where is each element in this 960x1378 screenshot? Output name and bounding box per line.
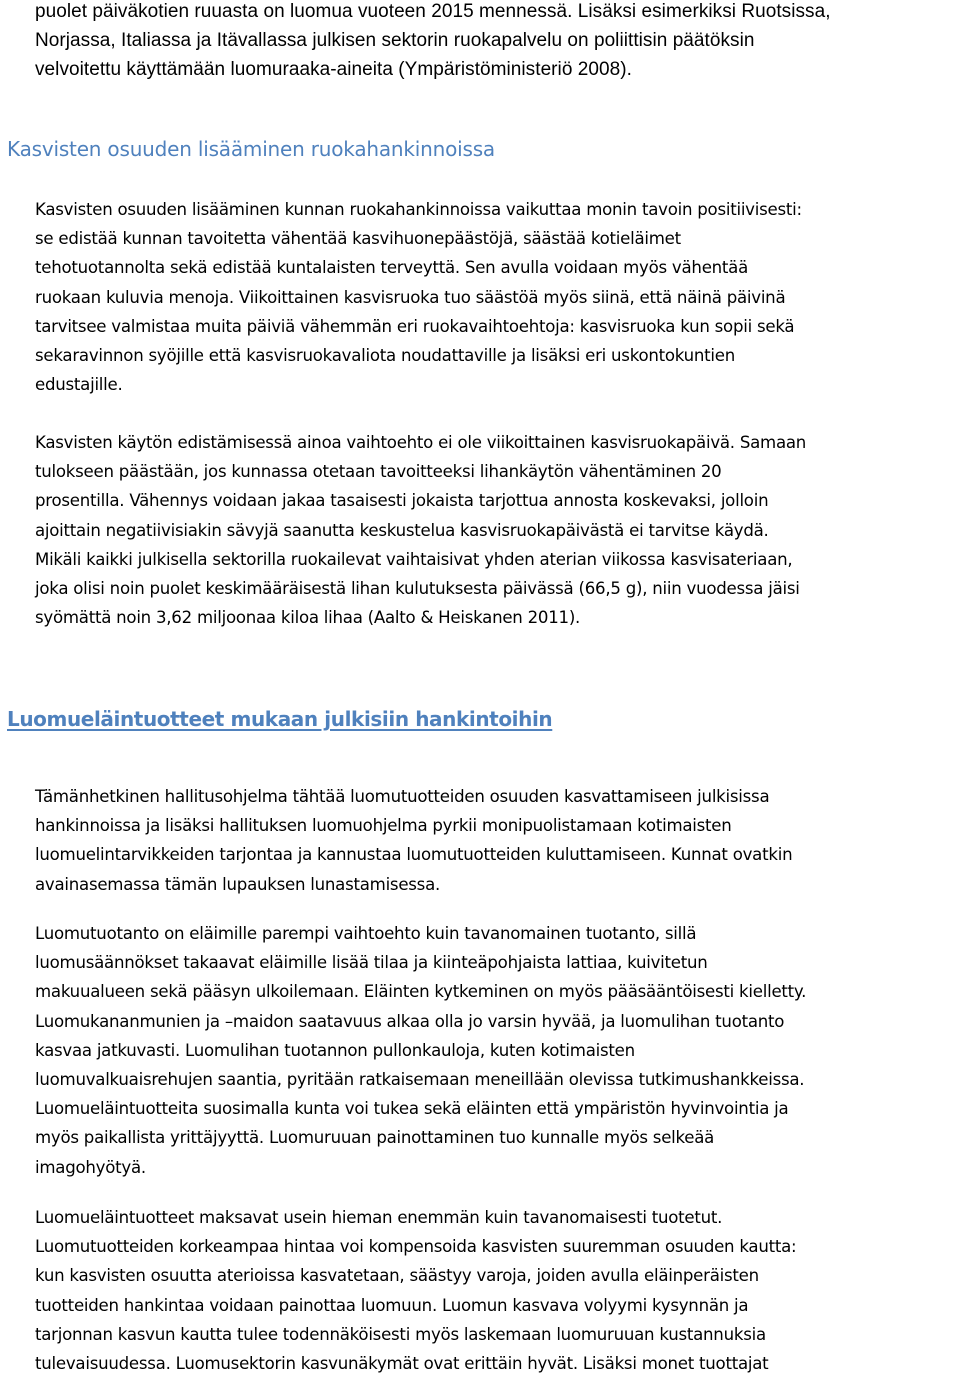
text-line: Luomukananmunien ja –maidon saatavuus alkaa olla jo varsin hyvää, ja luomulihan tuotanto — [35, 1011, 785, 1031]
text-line: Mikäli kaikki julkisella sektorilla ruokailevat vaihtaisivat yhden aterian viikossa kasvisateriaan, — [35, 549, 793, 569]
text-line: ajoittain negatiivisiakin sävyjä saanutta keskustelua kasvisruokapäivästä ei tarvitse käydä. — [35, 520, 769, 540]
text-line: tuotteiden hankintaa voidaan painottaa luomuun. Luomun kasvava volyymi kysynnän ja — [35, 1295, 749, 1315]
text-line: joka olisi noin puolet keskimääräisestä lihan kulutuksesta päivässä (66,5 g), niin vuodessa jäisi — [35, 579, 800, 599]
text-line: Luomutuotanto on eläimille parempi vaihtoehto kuin tavanomainen tuotanto, sillä — [35, 924, 697, 943]
text-line: tarvitsee valmistaa muita päiviä vähemmän eri ruokavaihtoehtoja: kasvisruoka kun sopii sekä — [35, 316, 795, 336]
intro-paragraph — [35, 0, 955, 84]
paragraph — [35, 919, 960, 1182]
text-line: tehotuotannolta sekä edistää kuntalaisten terveyttä. Sen avulla voidaan myös vähentää — [35, 258, 749, 278]
text-line: tulevaisuudessa. Luomusektorin kasvunäkymät ovat erittäin hyvät. Lisäksi monet tuottajat — [35, 1354, 769, 1374]
text-line: syömättä noin 3,62 miljoonaa kiloa lihaa (Aalto & Heiskanen 2011). — [35, 608, 581, 628]
paragraph — [35, 195, 960, 399]
text-line: avainasemassa tämän lupauksen lunastamisessa. — [35, 874, 441, 894]
text-line: ruokaan kuluvia menoja. Viikoittainen kasvisruoka tuo säästöä myös siinä, että näinä päivinä — [35, 287, 786, 307]
text-line: puolet päiväkotien ruuasta on luomua vuoteen 2015 mennessä. Lisäksi esimerkiksi Ruotsissa, — [35, 1, 831, 22]
text-line: Luomutuotteiden korkeampaa hintaa voi kompensoida kasvisten suuremman osuuden kautta: — [35, 1237, 797, 1257]
text-line: luomuvalkuaisrehujen saantia, pyritään ratkaisemaan meneillään olevissa tutkimushankkeissa. — [35, 1070, 805, 1090]
text-line: tarjonnan kasvun kautta tulee todennäköisesti myös laskemaan luomuruuan kustannuksia — [35, 1324, 766, 1344]
text-line: Tämänhetkinen hallitusohjelma tähtää luomutuotteiden osuuden kasvattamiseen julkisissa — [35, 787, 770, 806]
text-line: Kasvisten käytön edistämisessä ainoa vaihtoehto ei ole viikoittainen kasvisruokapäivä. Samaan — [35, 433, 807, 452]
text-line: Luomueläintuotteita suosimalla kunta voi tukea sekä eläinten että ympäristön hyvinvointia ja — [35, 1099, 789, 1119]
text-line: velvoitettu käyttämään luomuraaka-aineita (Ympäristöministeriö 2008). — [35, 59, 632, 80]
paragraph — [35, 1203, 960, 1378]
text-line: kasvaa jatkuvasti. Luomulihan tuotannon pullonkauloja, kuten kotimaisten — [35, 1040, 635, 1060]
text-line: prosentilla. Vähennys voidaan jakaa tasaisesti jokaista tarjottua annosta koskevaksi, jolloin — [35, 491, 769, 511]
text-line: tulokseen päästään, jos kunnassa otetaan tavoitteeksi lihankäytön vähentäminen 20 — [35, 462, 722, 482]
text-line: myös paikallista yrittäjyyttä. Luomuruuan painottaminen tuo kunnalle myös selkeää — [35, 1128, 715, 1148]
section-heading-vegetables: Kasvisten osuuden lisääminen ruokahankinnoissa — [7, 137, 495, 161]
text-line: hankinnoissa ja lisäksi hallituksen luomuohjelma pyrkii monipuolistamaan kotimaisten — [35, 816, 732, 836]
text-line: edustajille. — [35, 375, 123, 395]
text-line: makuualueen sekä pääsyn ulkoilemaan. Eläinten kytkeminen on myös pääsääntöisesti kielletty. — [35, 982, 807, 1002]
text-line: luomuelintarvikkeiden tarjontaa ja kannustaa luomutuotteiden kuluttamiseen. Kunnat ovatkin — [35, 845, 793, 865]
paragraph — [35, 782, 960, 899]
text-line: sekaravinnon syöjille että kasvisruokavaliota noudattaville ja lisäksi eri uskontokuntien — [35, 346, 736, 366]
paragraph — [35, 428, 960, 632]
text-line: Norjassa, Italiassa ja Itävallassa julkisen sektorin ruokapalvelu on poliittisin päätöksin — [35, 30, 755, 51]
text-line: luomusäännökset takaavat eläimille lisää tilaa ja kiinteäpohjaista lattiaa, kuivitetun — [35, 953, 708, 973]
text-line: Kasvisten osuuden lisääminen kunnan ruokahankinnoissa vaikuttaa monin tavoin positiivisesti: — [35, 200, 802, 219]
text-line: se edistää kunnan tavoitetta vähentää kasvihuonepäästöjä, säästää kotieläimet — [35, 229, 681, 249]
text-line: imagohyötyä. — [35, 1157, 146, 1177]
section-heading-organic-animal-products: Luomueläintuotteet mukaan julkisiin hankintoihin — [7, 707, 553, 731]
text-line: Luomueläintuotteet maksavat usein hieman enemmän kuin tavanomaisesti tuotetut. — [35, 1208, 723, 1227]
text-line: kun kasvisten osuutta aterioissa kasvatetaan, säästyy varoja, joiden avulla eläinperäisten — [35, 1266, 759, 1286]
